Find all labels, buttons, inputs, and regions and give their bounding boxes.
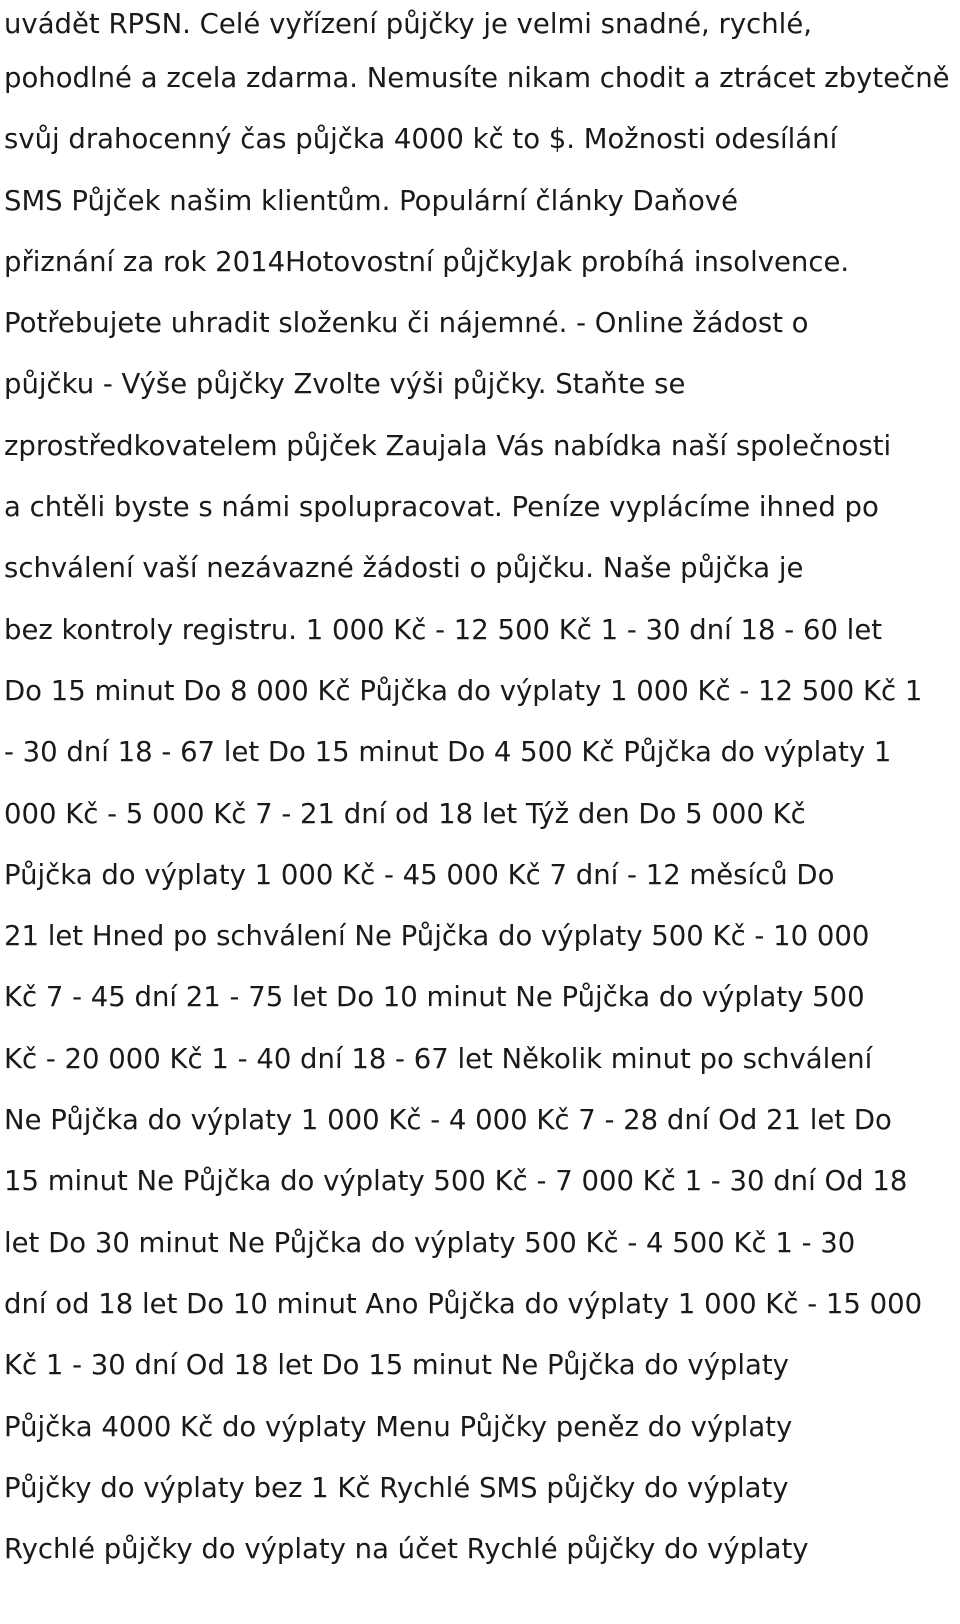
text-line: Půjčka 4000 Kč do výplaty Menu Půjčky peněz do výplaty	[4, 1410, 793, 1443]
text-line: Kč - 20 000 Kč 1 - 40 dní 18 - 67 let Několik minut po schválení	[4, 1042, 873, 1075]
text-line: 21 let Hned po schválení Ne Půjčka do výplaty 500 Kč - 10 000	[4, 920, 870, 953]
text-line: 000 Kč - 5 000 Kč 7 - 21 dní od 18 let Týž den Do 5 000 Kč	[4, 797, 806, 830]
text-line: zprostředkovatelem půjček Zaujala Vás nabídka naší společnosti	[4, 429, 892, 462]
text-line: a chtěli byste s námi spolupracovat. Peníze vyplácíme ihned po	[4, 491, 879, 524]
document-body	[4, 0, 956, 1580]
text-line: pohodlné a zcela zdarma. Nemusíte nikam chodit a ztrácet zbytečně	[4, 62, 950, 94]
text-line: Ne Půjčka do výplaty 1 000 Kč - 4 000 Kč 7 - 28 dní Od 21 let Do	[4, 1104, 892, 1137]
text-line: let Do 30 minut Ne Půjčka do výplaty 500 Kč - 4 500 Kč 1 - 30	[4, 1226, 856, 1259]
text-line: bez kontroly registru. 1 000 Kč - 12 500 Kč 1 - 30 dní 18 - 60 let	[4, 613, 883, 646]
text-line: Kč 7 - 45 dní 21 - 75 let Do 10 minut Ne Půjčka do výplaty 500	[4, 981, 865, 1014]
text-line: - 30 dní 18 - 67 let Do 15 minut Do 4 500 Kč Půjčka do výplaty 1	[4, 736, 892, 769]
text-line: schválení vaší nezávazné žádosti o půjčku. Naše půjčka je	[4, 552, 804, 585]
text-line: přiznání za rok 2014Hotovostní půjčkyJak probíhá insolvence.	[4, 245, 850, 278]
text-line: Rychlé půjčky do výplaty na účet Rychlé půjčky do výplaty	[4, 1533, 809, 1566]
text-line: SMS Půjček našim klientům. Populární články Daňové	[4, 184, 738, 217]
text-line: Do 15 minut Do 8 000 Kč Půjčka do výplaty 1 000 Kč - 12 500 Kč 1	[4, 674, 923, 707]
text-line: svůj drahocenný čas půjčka 4000 kč to $. Možnosti odesílání	[4, 123, 838, 156]
text-line: uvádět RPSN. Celé vyřízení půjčky je velmi snadné, rychlé,	[4, 8, 812, 40]
text-line: dní od 18 let Do 10 minut Ano Půjčka do výplaty 1 000 Kč - 15 000	[4, 1287, 923, 1320]
text-line: 15 minut Ne Půjčka do výplaty 500 Kč - 7 000 Kč 1 - 30 dní Od 18	[4, 1165, 908, 1198]
text-line: půjčku - Výše půjčky Zvolte výši půjčky. Staňte se	[4, 368, 686, 401]
text-line: Půjčka do výplaty 1 000 Kč - 45 000 Kč 7 dní - 12 měsíců Do	[4, 858, 835, 891]
text-line: Půjčky do výplaty bez 1 Kč Rychlé SMS půjčky do výplaty	[4, 1471, 789, 1504]
text-line: Potřebujete uhradit složenku či nájemné. - Online žádost o	[4, 307, 809, 340]
text-line: Kč 1 - 30 dní Od 18 let Do 15 minut Ne Půjčka do výplaty	[4, 1349, 789, 1382]
